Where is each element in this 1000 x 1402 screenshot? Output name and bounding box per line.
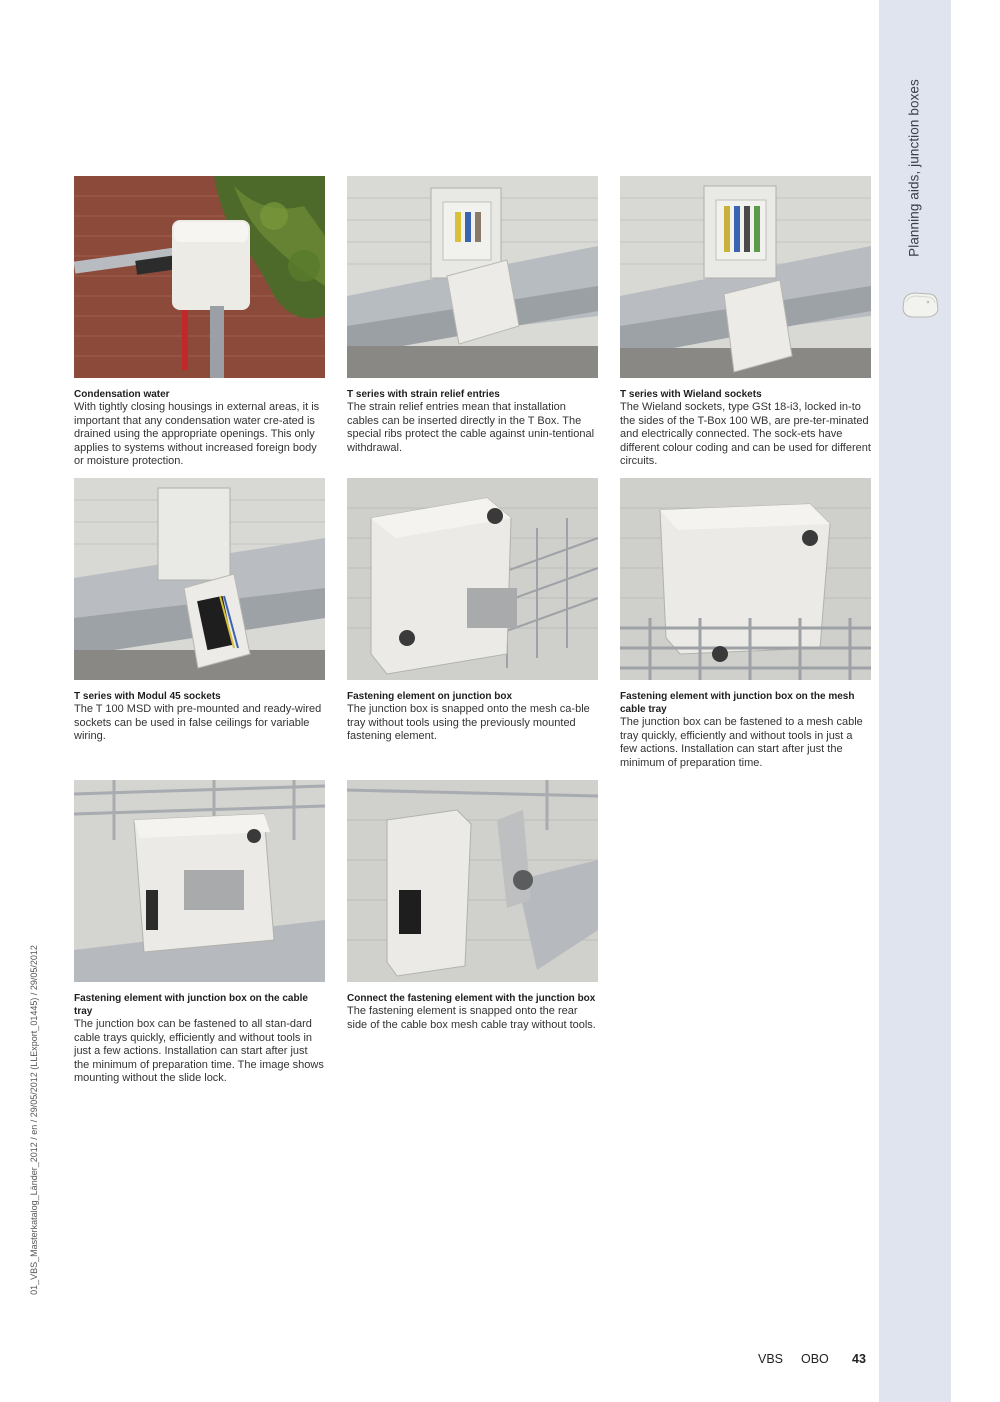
tile-body: The T 100 MSD with pre-mounted and ready-wired sockets can be used in false ceilings for variable wiring. bbox=[74, 703, 322, 743]
tile-title: Condensation water bbox=[74, 389, 170, 400]
tile-condensation-water bbox=[74, 176, 325, 469]
junction-box-icon bbox=[898, 290, 942, 320]
tile-title: Fastening element with junction box on the cable tray bbox=[74, 993, 308, 1017]
photo-modul45 bbox=[74, 478, 325, 680]
footer-brand-vbs: VBS bbox=[758, 1352, 784, 1366]
photo-strain-relief bbox=[347, 176, 598, 378]
tile-body: The fastening element is snapped onto the rear side of the cable box mesh cable tray without tools. bbox=[347, 1005, 596, 1031]
tile-mesh-cable-tray bbox=[620, 478, 871, 770]
tile-body: The junction box can be fastened to a mesh cable tray quickly, efficiently and without tools in just a few actions. Installation can start after just the minimum of preparation time. bbox=[620, 716, 863, 769]
tile-fastening-element bbox=[347, 478, 598, 744]
tile-title: T series with strain relief entries bbox=[347, 389, 500, 400]
tile-body: The junction box can be fastened to all stan-dard cable trays quickly, efficiently and without tools in just a few actions. Installation can start after just the minimum of preparation time. The image shows mounting without the slide lock. bbox=[74, 1018, 324, 1085]
photo-wieland-sockets bbox=[620, 176, 871, 378]
tile-connect-fastening bbox=[347, 780, 598, 1032]
section-title: Planning aids, junction boxes bbox=[906, 79, 922, 257]
tile-body: The Wieland sockets, type GSt 18-i3, locked in-to the sides of the T-Box 100 WB, are pre-ter-minated and electrically connected. The sock-ets have different colour coding and can be used for different circuits. bbox=[620, 401, 871, 468]
tile-body: With tightly closing housings in external areas, it is important that any condensation water cre-ated is drained using the appropriate openings. This only applies to systems without increased foreign body or moisture protection. bbox=[74, 401, 320, 468]
tile-modul45 bbox=[74, 478, 325, 744]
tile-body: The junction box is snapped onto the mesh ca-ble tray without tools using the previously mounted fastening element. bbox=[347, 703, 590, 743]
photo-condensation-water bbox=[74, 176, 325, 378]
tile-title: T series with Wieland sockets bbox=[620, 389, 762, 400]
tile-title: Fastening element on junction box bbox=[347, 691, 513, 702]
file-path-footer: 01_VBS_Masterkatalog_Länder_2012 / en / 29/05/2012 (LLExport_01445) / 29/05/2012 bbox=[29, 945, 39, 1295]
photo-cable-tray bbox=[74, 780, 325, 982]
tile-title: Connect the fastening element with the junction box bbox=[347, 993, 596, 1004]
photo-connect-fastening bbox=[347, 780, 598, 982]
tile-body: The strain relief entries mean that installation cables can be inserted directly in the T Box. The special ribs protect the cable against unin-tentional withdrawal. bbox=[347, 401, 595, 454]
page-number: 43 bbox=[852, 1352, 866, 1366]
footer-brand-obo: OBO bbox=[801, 1352, 829, 1366]
tile-strain-relief bbox=[347, 176, 598, 455]
photo-fastening-element bbox=[347, 478, 598, 680]
tile-cable-tray bbox=[74, 780, 325, 1086]
tile-title: T series with Modul 45 sockets bbox=[74, 691, 221, 702]
tile-title: Fastening element with junction box on the mesh cable tray bbox=[620, 691, 855, 715]
tile-wieland-sockets bbox=[620, 176, 871, 469]
photo-mesh-cable-tray bbox=[620, 478, 871, 680]
